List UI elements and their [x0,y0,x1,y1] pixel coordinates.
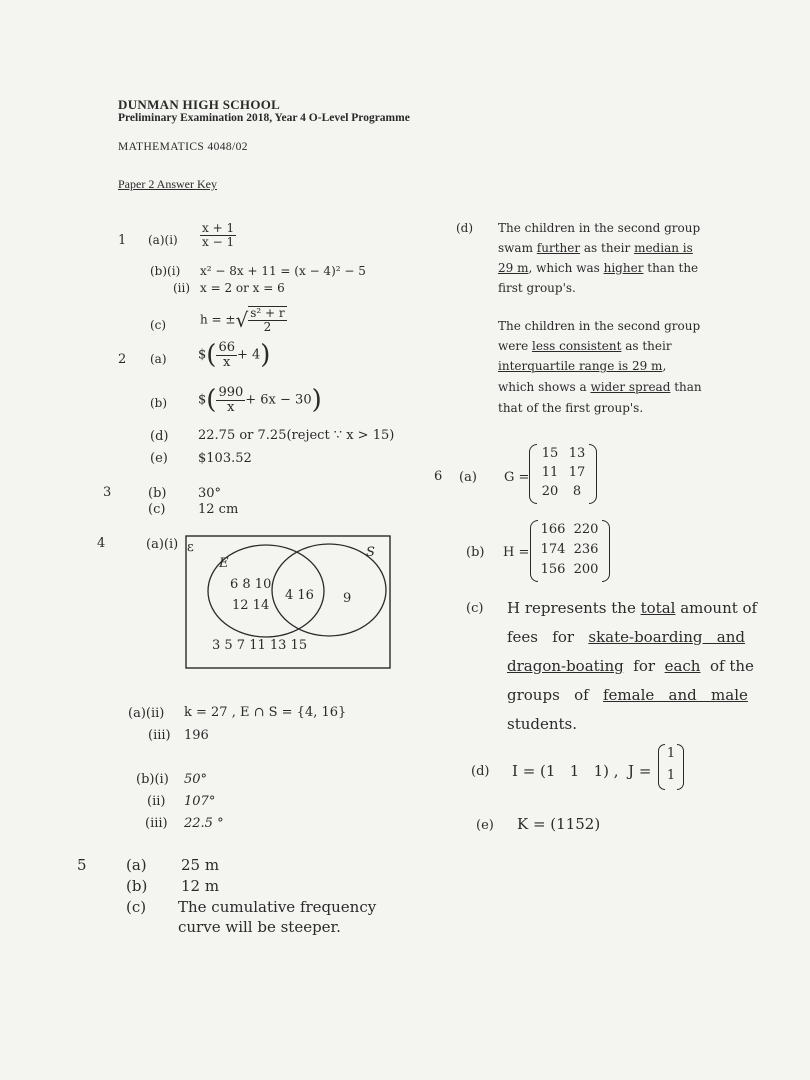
q2-d-label: (d) [150,429,169,444]
q1-a-i-numerator: x + 1 [202,221,235,235]
q1-number: 1 [118,233,127,248]
matrix-h-cell: 166 [540,522,566,537]
q5-number: 5 [77,856,87,874]
q6-e-label: (e) [476,818,494,833]
q4-a-iii-label: (iii) [148,728,171,743]
q3-number: 3 [103,485,112,500]
venn-label-s: S [366,545,375,560]
q6-number: 6 [434,469,443,484]
matrix-h-cell: 236 [573,542,599,557]
q4-b-iii-answer: 22.5 ° [184,816,224,831]
q2-b-numerator: 990 [218,384,244,400]
matrix-h-cell: 220 [573,522,599,537]
q6-b-label: (b) [466,545,485,560]
venn-e-only-line2: 12 14 [232,598,270,613]
matrix-g-cell: 8 [572,484,582,499]
q4-a-ii-answer: k = 27 , E ∩ S = {4, 16} [184,705,347,720]
venn-label-e: E [219,556,229,571]
q2-e-label: (e) [150,451,168,466]
venn-intersection: 4 16 [285,588,314,603]
exam-title: Preliminary Examination 2018, Year 4 O-Level Programme [118,112,410,124]
q2-number: 2 [118,352,127,367]
qd-p2-line5: that of the first group's. [498,401,644,415]
q3-b-label: (b) [148,486,167,501]
matrix-j [658,744,684,790]
q2-a-numerator: 66 [218,339,235,355]
q6-c-label: (c) [466,601,484,616]
matrix-g-cell: 15 [541,446,559,461]
matrix-g-label: G = [504,470,530,485]
qd-p1-line4: first group's. [498,281,576,295]
matrix-h-cell: 156 [540,562,566,577]
q2-a-denominator: x [223,354,231,370]
q1-c-label: (c) [150,318,167,332]
q1-b-i-label: (b)(i) [150,264,181,278]
q3-b-answer: 30° [198,486,222,501]
matrix-j-cell: 1 [666,746,676,761]
q5-c-label: (c) [126,898,147,916]
qd-label: (d) [456,221,474,235]
matrix-h-cell: 174 [540,542,566,557]
qd-p1-line2: swam further as their median is [498,241,693,255]
q2-a-label: (a) [150,352,167,366]
q5-c-line1: The cumulative frequency [178,898,377,916]
q6-c-line3: dragon-boating for each of the [507,657,754,675]
qd-p2-line1: The children in the second group [498,319,701,333]
q2-b-label: (b) [150,396,168,410]
q2-e-answer: $103.52 [198,451,252,466]
q6-e-answer: K = (1152) [517,815,601,833]
venn-universal-symbol: ε [187,540,194,555]
q4-b-ii-answer: 107° [184,794,216,809]
matrix-h-label: H = [503,545,530,560]
matrix-g [529,444,597,504]
q6-a-label: (a) [459,470,477,485]
q5-b-label: (b) [126,877,148,895]
q1-c-denominator: 2 [263,319,272,334]
q1-c-lhs: h = ± [200,312,236,327]
q6-c-line1: H represents the total amount of [507,599,758,617]
q6-c-line4: groups of female and male [507,686,748,704]
subject-code: MATHEMATICS 4048/02 [118,141,248,153]
q4-b-i-answer: 50° [184,772,208,787]
matrix-g-cell: 13 [568,446,586,461]
qd-p2-line4: which shows a wider spread than [498,380,702,394]
q2-d-answer: 22.75 or 7.25(reject ∵ x > 15) [198,428,395,443]
q1-b-ii-label: (ii) [173,281,191,295]
q1-c-answer: h = ±√ $\frac{\text{s² + r}}{2}$ [200,306,285,334]
venn-outside: 3 5 7 11 13 15 [212,638,308,653]
matrix-h [530,520,610,582]
q1-b-ii-answer: x = 2 or x = 6 [200,281,285,295]
q1-a-i-denominator: x − 1 [202,234,235,249]
matrix-h-cell: 200 [573,562,599,577]
q4-b-iii-label: (iii) [145,816,168,831]
q1-b-i-answer: x² − 8x + 11 = (x − 4)² − 5 [200,264,366,278]
q4-b-i-label: (b)(i) [136,772,169,787]
q3-c-answer: 12 cm [198,502,239,517]
q4-a-iii-answer: 196 [184,728,209,743]
qd-p2-line2: were less consistent as their [498,339,672,353]
venn-e-only-line1: 6 8 10 [230,577,272,592]
q1-a-i-answer [200,222,236,248]
q1-c-numerator: s² + r [250,306,285,320]
qd-p1-line1: The children in the second group [498,221,701,235]
matrix-g-cell: 17 [568,465,586,480]
q4-number: 4 [97,536,106,551]
document-title: Paper 2 Answer Key [118,177,217,191]
q6-c-line5: students. [507,715,578,733]
q6-d-answer: I = (1 1 1) , J = [512,762,652,780]
q3-c-label: (c) [148,502,166,517]
matrix-j-cell: 1 [666,768,676,783]
matrix-g-cell: 11 [541,465,559,480]
q2-a-answer: $( $\frac{66}{x}$ + 4) [198,339,271,370]
q2-b-denominator: x [227,399,235,415]
qd-p1-line3: 29 m, which was higher than the [498,261,699,275]
matrix-g-cell: 20 [541,484,559,499]
q4-a-i-label: (a)(i) [146,537,179,552]
q1-a-i-label: (a)(i) [148,233,178,247]
school-name: DUNMAN HIGH SCHOOL [118,97,281,112]
q6-d-label: (d) [471,764,490,779]
venn-s-only: 9 [343,591,352,606]
q5-a-answer: 25 m [181,856,220,874]
q5-b-answer: 12 m [181,877,220,895]
q2-b-answer: $( $\frac{990}{x}$ + 6x − 30) [198,384,322,415]
q5-a-label: (a) [126,856,147,874]
qd-p2-line3: interquartile range is 29 m, [498,359,667,373]
q6-c-line2: fees for skate-boarding and [507,628,745,646]
q5-c-line2: curve will be steeper. [178,918,341,936]
q4-a-ii-label: (a)(ii) [128,706,165,721]
q4-b-ii-label: (ii) [147,794,166,809]
